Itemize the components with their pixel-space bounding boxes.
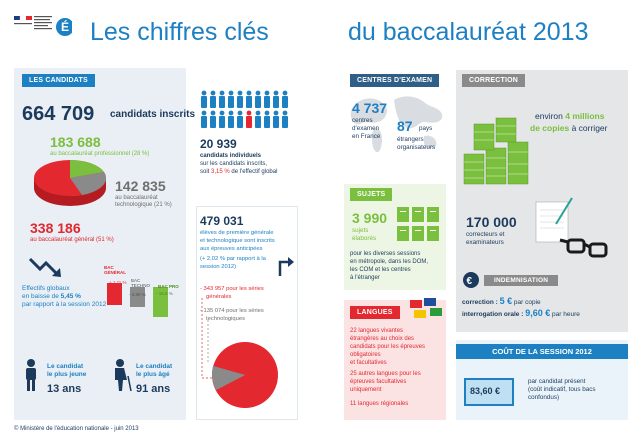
banknote [464,378,514,406]
trend-up-arrow-icon [278,256,294,278]
langues-a-line-4: obligatoires [350,352,381,358]
indiv-number: 20 939 [200,137,237,151]
ea-tech-line-2: technologiques [206,316,245,322]
total-candidats-number: 664 709 [22,103,95,125]
effectifs-value: 5,45 % [60,293,81,300]
correcteurs-line-1: correcteurs et [466,231,505,238]
tech-label-2: technologique (21 %) [115,202,172,208]
ea-line-2: et technologique sont inscrits [200,238,275,244]
tech-number: 142 835 [115,178,166,194]
centres-line-2: d'examen [352,125,380,132]
person-icon [273,111,279,128]
langues-b-line-1 [350,371,421,377]
person-icon [237,91,243,108]
bac-pro-label: BAC PRO [158,284,179,289]
sujets-desc-4: à l'étranger [350,275,380,281]
ea-pie-chart [210,340,280,410]
langues-c-text: langues régionales [356,401,409,407]
sujets-desc-2: en métropole, dans les DOM, [350,259,429,265]
ea-gen-line-1: - 343 957 pour les séries [200,286,264,292]
indem-oral-line [462,308,580,318]
person-icon [255,91,261,108]
centres-line-3: en France [352,133,381,140]
correction-tag: CORRECTION [462,74,525,87]
sujets-desc-1: pour les diverses sessions [350,251,421,257]
documents-icon [396,206,442,242]
person-icon [246,111,252,128]
person-icon [264,91,270,108]
candidats-tag: LES CANDIDATS [22,74,95,87]
sujets-line-1: sujets [352,227,369,234]
effectifs-line-2 [22,293,81,300]
bac-general-label: BAC GÉNÉRAL [104,265,127,275]
ministry-logo [14,14,72,44]
bac-techno-value: - 3,89 % [129,292,146,297]
indem-oral-label: interrogation orale : [462,311,526,318]
gen-number: 338 186 [30,220,81,236]
correction-line-2-pre: de copies [530,123,570,133]
correction-line-1 [535,111,604,121]
ea-line-1: élèves de première générale [200,230,274,236]
person-icon [210,111,216,128]
indiv-value: 3,15 % [211,169,230,175]
correction-line-2-post: à corriger [569,123,608,133]
effectifs-line-2-pre: en baisse de [22,293,61,300]
bac-general-value: + 1,11 % [109,280,127,285]
ea-line-5: session 2012) [200,264,237,270]
centres-number: 4 737 [352,100,388,116]
langues-b-line-2: épreuves facultatives [350,379,407,385]
person-icon [219,91,225,108]
person-icon [237,111,243,128]
cout-line-3: confondus) [528,394,560,401]
sujets-desc-3: les COM et les centres [350,267,411,273]
trend-down-arrow-icon [28,255,64,279]
centres-line-1: centres [352,117,373,124]
effectifs-line-1: Effectifs globaux [22,285,70,292]
person-icon [201,91,207,108]
person-icon [219,111,225,128]
euro-coin-icon [462,271,480,289]
age-line-2: le plus âgé [136,371,170,378]
sujets-number: 3 990 [352,210,388,226]
pro-number: 183 688 [50,134,101,150]
langues-b-text: autres langues pour les [356,371,421,377]
footer-copyright: © Ministère de l'éducation nationale - juin 2013 [14,426,139,432]
person-icon [246,91,252,108]
pays-line-1: pays [419,125,433,132]
copies-amount: 4 millions [565,111,605,121]
indem-correction-value: 5 € [499,296,513,306]
person-icon [273,91,279,108]
pro-label: au baccalauréat professionnel (28 %) [50,151,150,157]
correction-line-2 [530,123,607,133]
jeune-line-2: le plus jeune [47,371,87,378]
tech-label-1: au baccalauréat [115,195,158,201]
langues-a-number: 22 [350,328,357,334]
sujets-line-2: élaborés [352,235,377,242]
page-title-left: Les chiffres clés [90,18,269,46]
bac-general-bar [107,283,122,305]
langues-a-text: langues vivantes [356,328,404,334]
langues-a-line-1 [350,328,403,334]
langues-a-line-3: candidats pour les épreuves [350,344,426,350]
svg-text:€: € [466,276,473,287]
gen-label: au baccalauréat général (51 %) [30,237,114,243]
indiv-line-3-post: de l'effectif global [229,169,278,175]
ea-line-4: (+ 2,02 % par rapport à la [200,256,266,262]
ea-line-3: aux épreuves anticipées [200,246,263,252]
candidats-pie-chart [30,152,114,216]
indem-oral-post: par heure [550,311,580,318]
flags-icon [408,298,444,320]
indem-correction-label: correction : [462,299,500,306]
indiv-line-1: candidats individuels [200,153,262,159]
copies-stacks-icon [460,112,530,192]
cout-amount: 83,60 € [470,386,501,396]
age-line-1: Le candidat [136,363,173,370]
total-candidats-label: candidats inscrits [110,109,196,120]
sujets-tag: SUJETS [350,188,392,201]
correction-line-1-pre: environ [535,111,566,121]
indiv-line-2: sur les candidats inscrits, [200,161,268,167]
langues-c-line-1 [350,401,408,407]
centres-tag: CENTRES D'EXAMEN [350,74,439,87]
cout-line-2: (coût indicatif, tous bacs [528,386,596,393]
young-person-icon [22,358,40,392]
person-icon [201,111,207,128]
person-icon [228,111,234,128]
ea-number: 479 031 [200,214,244,228]
langues-a-line-5: et facultatives [350,360,387,366]
langues-a-line-2: étrangères au choix des [350,336,415,342]
indiv-line-3 [200,169,277,175]
langues-tag: LANGUES [350,306,400,319]
indem-correction-line [462,296,541,306]
person-icon [228,91,234,108]
indem-correction-post: par copie [512,299,541,306]
correcteurs-line-2: examinateurs [466,239,504,246]
bac-pro-value: - 16,5 % [156,291,173,296]
person-icon [282,111,288,128]
pays-line-3: organisateurs [397,144,436,151]
pays-number: 87 [397,118,413,134]
langues-c-number: 11 [350,401,357,407]
langues-b-number: 25 [350,371,357,377]
page-title-right: du baccalauréat 2013 [348,18,589,46]
ea-tech-line-1: - 135 074 pour les séries [200,308,264,314]
bac-techno-label: BAC TECHNO [131,278,150,288]
person-icon [282,91,288,108]
person-icon [255,111,261,128]
people-grid-icon [200,90,292,130]
age-age: 91 ans [136,383,171,395]
cout-line-1: par candidat présent [528,378,586,385]
person-icon [264,111,270,128]
paper-pen-glasses-icon [534,194,614,266]
pays-line-2: étrangers [397,136,424,143]
indiv-line-3-pre: soit [200,169,212,175]
bac-techno-bar [130,287,145,307]
effectifs-line-3: par rapport à la session 2012 [22,301,107,308]
indem-oral-value: 9,60 € [525,308,551,318]
indemnisation-tag: INDEMNISATION [484,275,558,286]
cout-tag: COÛT DE LA SESSION 2012 [456,344,628,359]
ea-gen-line-2: générales [206,294,232,300]
jeune-age: 13 ans [47,383,82,395]
jeune-line-1: Le candidat [47,363,84,370]
correcteurs-number: 170 000 [466,214,517,230]
old-person-icon [110,358,134,392]
langues-b-line-3: uniquement [350,387,382,393]
person-icon [210,91,216,108]
svg-text:É: É [61,20,70,34]
